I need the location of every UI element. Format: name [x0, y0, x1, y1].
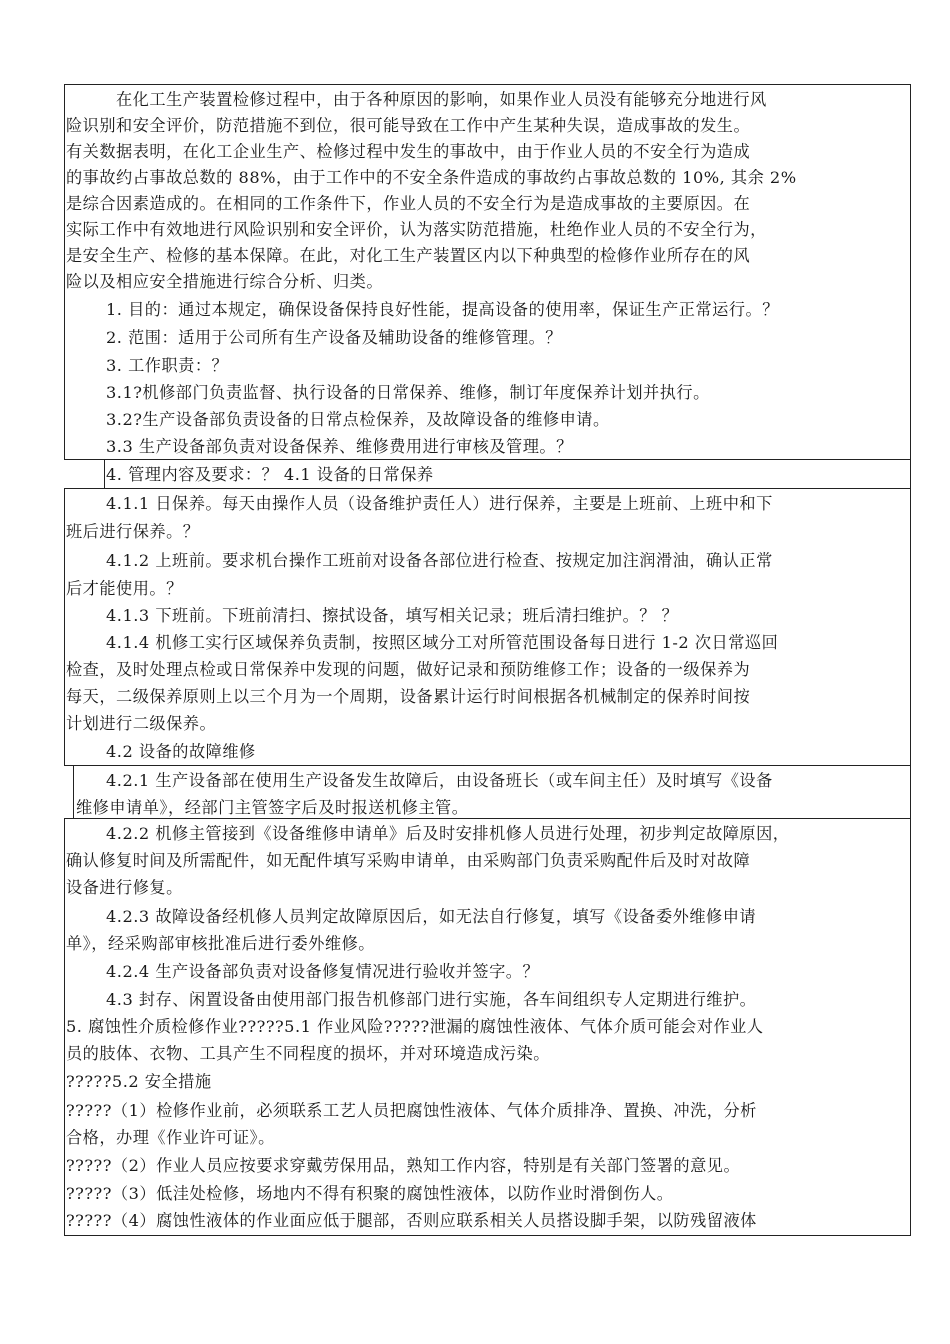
paragraph-line: 合格，办理《作业许可证》。 — [66, 1128, 275, 1147]
paragraph-line: 4.2.4 生产设备部负责对设备修复情况进行验收并签字。？ — [106, 962, 540, 981]
paragraph-line: ?????（1）检修作业前，必须联系工艺人员把腐蚀性液体、气体介质排净、置换、冲洗，分析 — [66, 1101, 757, 1120]
paragraph-line: 在化工生产装置检修过程中，由于各种原因的影响，如果作业人员没有能够充分地进行风 — [116, 90, 767, 109]
paragraph-line: 是安全生产、检修的基本保障。在此，对化工生产装置区内以下种典型的检修作业所存在的风 — [66, 246, 751, 265]
paragraph-line: 4.1.2 上班前。要求机台操作工班前对设备各部位进行检查、按规定加注润滑油，确认正常 — [106, 551, 773, 570]
section-heading: 4.2 设备的故障维修 — [106, 742, 256, 761]
paragraph-line: ?????5.2 安全措施 — [66, 1072, 212, 1091]
section-heading: 4. 管理内容及要求：？ 4.1 设备的日常保养 — [106, 465, 434, 484]
paragraph-line: 每天，二级保养原则上以三个月为一个周期，设备累计运行时间根据各机械制定的保养时间按 — [66, 687, 751, 706]
paragraph-line: ?????（3）低洼处检修，场地内不得有积聚的腐蚀性液体，以防作业时滑倒伤人。 — [66, 1184, 674, 1203]
paragraph-line: 4.1.1 日保养。每天由操作人员（设备维护责任人）进行保养，主要是上班前、上班中和下 — [106, 494, 773, 513]
paragraph-line: 4.2.1 生产设备部在使用生产设备发生故障后，由设备班长（或车间主任）及时填写《设备 — [106, 771, 773, 790]
paragraph-line: 班后进行保养。？ — [66, 522, 200, 541]
paragraph-line: 是综合因素造成的。在相同的工作条件下，作业人员的不安全行为是造成事故的主要原因。在 — [66, 194, 751, 213]
paragraph-line: 员的肢体、衣物、工具产生不同程度的损坏，并对环境造成污染。 — [66, 1044, 550, 1063]
paragraph-line: 检查，及时处理点检或日常保养中发现的问题，做好记录和预防维修工作；设备的一级保养为 — [66, 660, 751, 679]
paragraph-line: 4.1.3 下班前。下班前清扫、擦拭设备，填写相关记录；班后清扫维护。？ ？ — [106, 606, 679, 625]
paragraph-line: 后才能使用。？ — [66, 579, 183, 598]
paragraph-line: 确认修复时间及所需配件，如无配件填写采购申请单，由采购部门负责采购配件后及时对故障 — [66, 851, 751, 870]
paragraph-line: 实际工作中有效地进行风险识别和安全评价，认为落实防范措施，杜绝作业人员的不安全行为， — [66, 220, 767, 239]
list-item: 3.1?机修部门负责监督、执行设备的日常保养、维修，制订年度保养计划并执行。 — [106, 383, 710, 402]
paragraph-line: 4.3 封存、闲置设备由使用部门报告机修部门进行实施，各车间组织专人定期进行维护。 — [106, 990, 757, 1009]
paragraph-line: 的事故约占事故总数的 88%，由于工作中的不安全条件造成的事故约占事故总数的 10%, 其余 2% — [66, 168, 797, 187]
paragraph-line: 计划进行二级保养。 — [66, 714, 217, 733]
list-item: 3.2?生产设备部负责设备的日常点检保养，及故障设备的维修申请。 — [106, 410, 610, 429]
paragraph-line: 有关数据表明，在化工企业生产、检修过程中发生的事故中，由于作业人员的不安全行为造成 — [66, 142, 751, 161]
paragraph-line: 维修申请单》，经部门主管签字后及时报送机修主管。 — [76, 798, 469, 817]
paragraph-line: 设备进行修复。 — [66, 878, 183, 897]
paragraph-line: 4.2.2 机修主管接到《设备维修申请单》后及时安排机修人员进行处理，初步判定故障原因， — [106, 824, 790, 843]
paragraph-line: 险识别和安全评价，防范措施不到位，很可能导致在工作中产生某种失误，造成事故的发生。 — [66, 116, 751, 135]
paragraph-line: 4.1.4 机修工实行区域保养负责制，按照区域分工对所管范围设备每日进行 1-2 次日常巡回 — [106, 633, 779, 652]
list-item: 3.3 生产设备部负责对设备保养、维修费用进行审核及管理。？ — [106, 437, 573, 456]
list-item: 1. 目的：通过本规定，确保设备保持良好性能，提高设备的使用率，保证生产正常运行。？ — [106, 300, 779, 319]
paragraph-line: 险以及相应安全措施进行综合分析、归类。 — [66, 272, 384, 291]
list-item: 3. 工作职责：？ — [106, 356, 229, 375]
paragraph-line: 5. 腐蚀性介质检修作业?????5.1 作业风险?????泄漏的腐蚀性液体、气体介质可能会对作业人 — [66, 1017, 764, 1036]
list-item: 2. 范围：适用于公司所有生产设备及辅助设备的维修管理。？ — [106, 328, 562, 347]
paragraph-line: ?????（4）腐蚀性液体的作业面应低于腿部，否则应联系相关人员搭设脚手架，以防残留液体 — [66, 1211, 757, 1230]
paragraph-line: 4.2.3 故障设备经机修人员判定故障原因后，如无法自行修复，填写《设备委外维修申请 — [106, 907, 757, 926]
paragraph-line: ?????（2）作业人员应按要求穿戴劳保用品，熟知工作内容，特别是有关部门签署的意见。 — [66, 1156, 741, 1175]
paragraph-line: 单》，经采购部审核批准后进行委外维修。 — [66, 934, 375, 953]
